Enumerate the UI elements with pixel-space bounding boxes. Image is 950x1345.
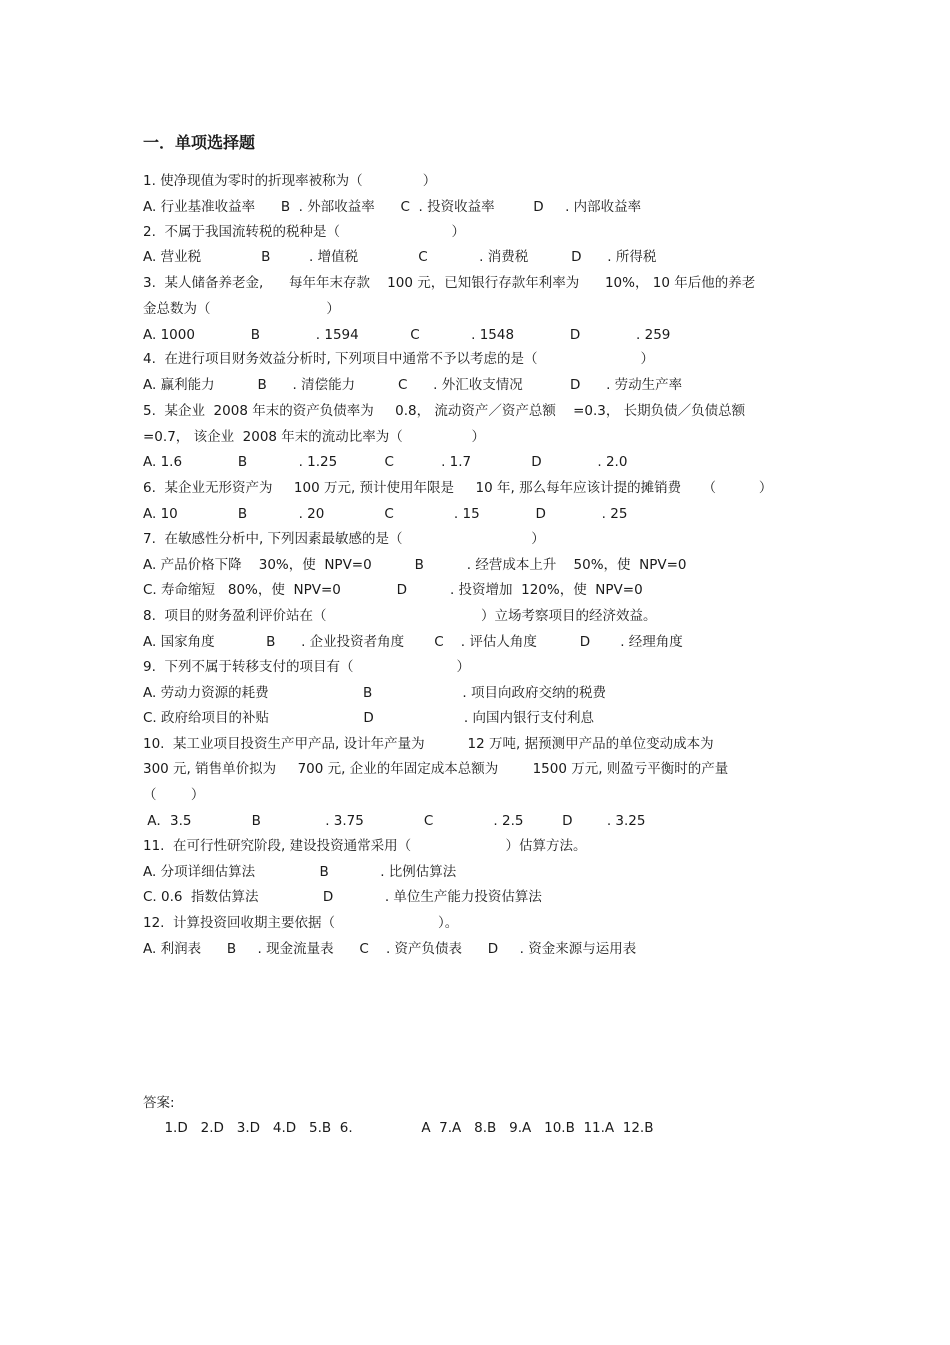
options-line: A. 分项详细估算法 B . 比例估算法 [143, 864, 457, 880]
options-line: A. 行业基准收益率 B . 外部收益率 C . 投资收益率 D . 内部收益率 [143, 199, 642, 215]
options-line: A. 营业税 B . 增值税 C . 消费税 D . 所得税 [143, 249, 657, 265]
question-line-continuation: 金总数为（ ） [143, 301, 340, 317]
question-line: 8. 项目的财务盈利评价站在（ ）立场考察项目的经济效益。 [143, 608, 657, 624]
question-line-continuation: 300 元, 销售单价拟为 700 元, 企业的年固定成本总额为 1500 万元, 则盈亏平衡时的产量 [143, 761, 729, 777]
question-line: 2. 不属于我国流转税的税种是（ ） [143, 224, 466, 240]
question-line: 7. 在敏感性分析中, 下列因素最敏感的是（ ） [143, 531, 545, 547]
question-line-continuation: =0.7， 该企业 2008 年末的流动比率为（ ） [143, 429, 485, 445]
question-line: 4. 在进行项目财务效益分析时, 下列项目中通常不予以考虑的是（ ） [143, 351, 655, 367]
options-line: A. 利润表 B . 现金流量表 C . 资产负债表 D . 资金来源与运用表 [143, 941, 637, 957]
answers-label: 答案: [143, 1095, 175, 1111]
section-title: 一．单项选择题 [143, 133, 256, 152]
question-line: 5. 某企业 2008 年末的资产负债率为 0.8， 流动资产／资产总额 =0.3， 长期负债／负债总额 [143, 403, 746, 419]
options-line: C. 政府给项目的补贴 D . 向国内银行支付利息 [143, 710, 595, 726]
options-line: A. 国家角度 B . 企业投资者角度 C . 评估人角度 D . 经理角度 [143, 634, 683, 650]
options-line: A. 产品价格下降 30%，使 NPV=0 B . 经营成本上升 50%，使 NPV=0 [143, 557, 687, 573]
question-line: 12. 计算投资回收期主要依据（ ）。 [143, 915, 459, 931]
question-line: 6. 某企业无形资产为 100 万元, 预计使用年限是 10 年, 那么每年应该计提的摊销费 （ ） [143, 480, 773, 496]
options-line: A. 劳动力资源的耗费 B . 项目向政府交纳的税费 [143, 685, 606, 701]
question-line: 9. 下列不属于转移支付的项目有（ ） [143, 659, 470, 675]
question-line: 1. 使净现值为零时的折现率被称为（ ） [143, 173, 437, 189]
options-line: A. 1000 B . 1594 C . 1548 D . 259 [143, 327, 671, 343]
options-line: A. 1.6 B . 1.25 C . 1.7 D . 2.0 [143, 454, 628, 470]
options-line: C. 0.6 指数估算法 D . 单位生产能力投资估算法 [143, 889, 542, 905]
options-line: A. 赢利能力 B . 清偿能力 C . 外汇收支情况 D . 劳动生产率 [143, 377, 683, 393]
question-line-continuation: （ ） [143, 787, 205, 803]
question-line: 11. 在可行性研究阶段, 建设投资通常采用（ ）估算方法。 [143, 838, 587, 854]
options-line: A. 10 B . 20 C . 15 D . 25 [143, 506, 628, 522]
options-line: A．3.5 B . 3.75 C . 2.5 D . 3.25 [143, 813, 646, 829]
question-line: 3. 某人储备养老金, 每年年末存款 100 元，已知银行存款年利率为 10%， 10 年后他的养老 [143, 275, 756, 291]
answers-list: 1.D 2.D 3.D 4.D 5.B 6. A 7.A 8.B 9.A 10.B 11.A 12.B [143, 1120, 654, 1136]
question-line: 10. 某工业项目投资生产甲产品, 设计年产量为 12 万吨, 据预测甲产品的单位变动成本为 [143, 736, 714, 752]
options-line: C. 寿命缩短 80%，使 NPV=0 D . 投资增加 120%，使 NPV=0 [143, 582, 643, 598]
